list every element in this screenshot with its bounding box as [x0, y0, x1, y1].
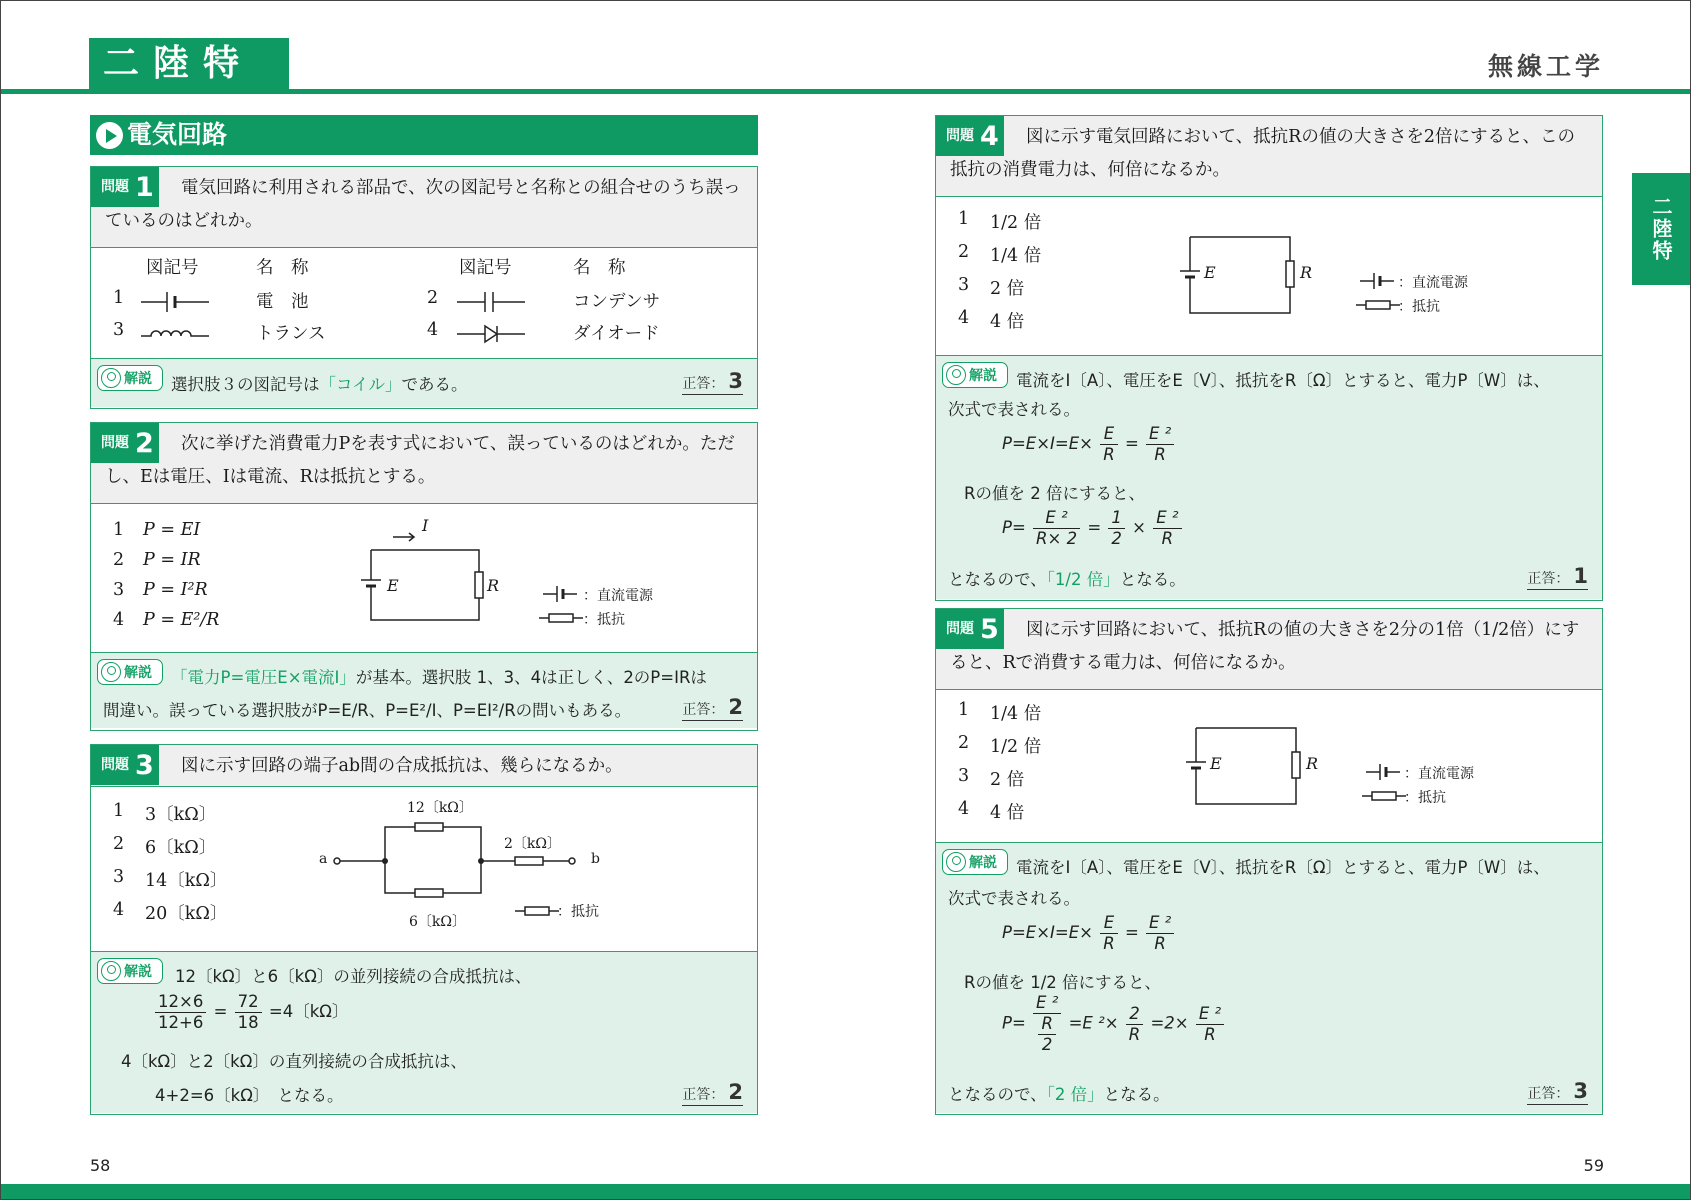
option-number: 2: [427, 288, 439, 308]
explanation-text: Rの値を 2 倍にすると、: [964, 484, 1145, 503]
option-number: 3: [113, 867, 125, 887]
option-number: 2: [958, 733, 970, 753]
problem-2: [90, 422, 758, 731]
problem-badge: 問題 3: [91, 745, 159, 785]
legend-resistor: ：抵抗: [583, 612, 625, 628]
explanation-badge: 解説: [97, 958, 163, 984]
option-value: 14〔kΩ〕: [145, 871, 228, 891]
formula-parallel: $\frac{12\times 6}{12+6}$ = $\frac{72}{18}$ =4〔kΩ〕: [153, 992, 348, 1033]
reader-icon: [101, 662, 121, 682]
conclusion-text: となるので、「2 倍」となる。: [948, 1085, 1170, 1104]
col-header-name: 名 称: [256, 258, 309, 278]
option-value: 20〔kΩ〕: [145, 904, 228, 924]
col-header-name: 名 称: [573, 258, 626, 278]
explanation-text: 電流をI〔A〕、電圧をE〔V〕、抵抗をR〔Ω〕とすると、電力P〔W〕は、: [1016, 371, 1550, 390]
option-value: 1/4 倍: [990, 704, 1042, 724]
explanation-text: 電流をI〔A〕、電圧をE〔V〕、抵抗をR〔Ω〕とすると、電力P〔W〕は、: [1016, 858, 1550, 877]
option-number: 3: [958, 275, 970, 295]
resistor-label: R: [487, 576, 500, 595]
option-name: 電 池: [256, 292, 309, 312]
problem-badge: 問題 5: [936, 609, 1004, 649]
explanation-badge: 解説: [97, 365, 163, 391]
answer-label: 正答： 2: [682, 1080, 743, 1104]
option-value: 6〔kΩ〕: [145, 838, 217, 858]
answer-label: 正答： 3: [1527, 1079, 1588, 1103]
voltage-label: E: [1210, 754, 1222, 773]
dc-source-legend-icon: [1360, 271, 1400, 291]
option-number: 4: [958, 799, 970, 819]
coil-symbol-icon: [141, 322, 211, 346]
legend-resistor: ：抵抗: [1404, 790, 1446, 806]
option-formula: P = EI: [143, 520, 201, 540]
explanation-text: Rの値を 1/2 倍にすると、: [964, 973, 1162, 992]
chapter-title: 無線工学: [1487, 52, 1604, 81]
question-text: 図に示す回路の端子ab間の合成抵抗は、幾らになるか。: [181, 756, 623, 776]
option-formula: P = E²/R: [143, 610, 220, 630]
option-value: 4 倍: [990, 312, 1025, 332]
header-rule: [1, 89, 1691, 94]
option-value: 2 倍: [990, 279, 1025, 299]
resistor-legend-icon: [1356, 295, 1400, 315]
question-text: 次に挙げた消費電力Pを表す式において、誤っているのはどれか。ただし、Eは電圧、Iは電流、Rは抵抗とする。: [105, 434, 735, 487]
diode-symbol-icon: [457, 322, 527, 346]
option-number: 4: [113, 900, 125, 920]
resistor-label: R: [1306, 754, 1319, 773]
explanation-badge: 解説: [942, 849, 1008, 875]
problem-3-options: [91, 787, 757, 951]
option-name: コンデンサ: [573, 292, 661, 312]
problem-badge: 問題 4: [936, 116, 1004, 156]
explanation-text: 間違い。誤っている選択肢がP=E/R、P=E²/I、P=EI²/Rの問いもある。: [103, 701, 632, 720]
capacitor-symbol-icon: [457, 290, 527, 314]
resistor-12k-label: 12〔kΩ〕: [407, 800, 473, 816]
formula-halved: P= $\frac{\text{E ²}}{\frac{R}{2}}$ =E ²× $\frac{2}{R}$ =2× $\frac{\text{E ²}}{R}$: [1002, 993, 1226, 1055]
option-name: トランス: [256, 324, 326, 344]
legend-dc-source: ：直流電源: [583, 588, 653, 604]
formula-power: P=E×I=E× $\frac{E}{R}$ = $\frac{\text{E ²}}{R}$: [1002, 424, 1176, 465]
problem-3-question: [91, 745, 757, 787]
option-value: 4 倍: [990, 803, 1025, 823]
option-number: 4: [427, 320, 439, 340]
section-title-text: 電気回路: [127, 120, 228, 149]
problem-1-question: [91, 167, 757, 248]
option-number: 1: [958, 209, 970, 229]
option-number: 1: [958, 700, 970, 720]
voltage-label: E: [1204, 263, 1216, 282]
legend-dc-source: ：直流電源: [1398, 275, 1468, 291]
option-value: 3〔kΩ〕: [145, 805, 217, 825]
voltage-label: E: [387, 576, 399, 595]
current-label: I: [422, 516, 429, 535]
explanation-text: 次式で表される。: [948, 889, 1080, 908]
explanation-text: 4+2=6〔kΩ〕 となる。: [155, 1086, 344, 1105]
terminal-b-label: b: [591, 851, 600, 867]
option-formula: P = I²R: [143, 580, 208, 600]
option-number: 1: [113, 288, 125, 308]
explanation-5: [936, 842, 1602, 1113]
option-number: 3: [113, 580, 125, 600]
reader-icon: [946, 852, 966, 872]
explanation-1: [91, 358, 757, 407]
footer-bar: [1, 1184, 1691, 1200]
option-number: 2: [113, 550, 125, 570]
resistor-label: R: [1300, 263, 1313, 282]
question-text: 図に示す回路において、抵抗Rの値の大きさを2分の1倍（1/2倍）にすると、Rで消費する電力は、何倍になるか。: [950, 620, 1580, 673]
subject-tab: 二陸特: [89, 38, 289, 90]
col-header-symbol: 図記号: [146, 258, 199, 278]
problem-4-options: [936, 197, 1602, 355]
dc-source-legend-icon: [1366, 762, 1406, 782]
option-number: 3: [958, 766, 970, 786]
option-value: 1/2 倍: [990, 213, 1042, 233]
page-number-right: 59: [1583, 1156, 1604, 1175]
problem-2-question: [91, 423, 757, 504]
explanation-text: 4〔kΩ〕と2〔kΩ〕の直列接続の合成抵抗は、: [121, 1052, 467, 1071]
reader-icon: [101, 961, 121, 981]
option-value: 2 倍: [990, 770, 1025, 790]
formula-power: P=E×I=E× $\frac{E}{R}$ = $\frac{\text{E ²}}{R}$: [1002, 913, 1176, 954]
problem-2-options: [91, 504, 757, 652]
problem-5: [935, 608, 1603, 1115]
circuit-diagram: [361, 522, 491, 637]
terminal-a-label: a: [319, 851, 328, 867]
option-formula: P = IR: [143, 550, 201, 570]
problem-badge: 問題 2: [91, 423, 159, 463]
dc-source-legend-icon: [543, 584, 583, 604]
resistor-2k-label: 2〔kΩ〕: [504, 836, 561, 852]
resistor-legend-icon: [539, 608, 583, 628]
answer-label: 正答： 3: [682, 369, 743, 393]
option-number: 4: [958, 308, 970, 328]
explanation-text: 12〔kΩ〕と6〔kΩ〕の並列接続の合成抵抗は、: [175, 967, 532, 986]
formula-doubled: P= $\frac{\text{E ²}}{R\times 2}$ = $\frac{1}{2}$ × $\frac{\text{E ²}}{R}$: [1002, 508, 1184, 549]
option-number: 1: [113, 520, 125, 540]
option-number: 2: [958, 242, 970, 262]
play-icon: [96, 122, 123, 149]
option-number: 1: [113, 801, 125, 821]
side-index-tab[interactable]: 二陸特: [1632, 173, 1690, 285]
explanation-badge: 解説: [942, 362, 1008, 388]
answer-label: 正答： 1: [1527, 564, 1588, 588]
option-number: 3: [113, 320, 125, 340]
option-value: 1/4 倍: [990, 246, 1042, 266]
problem-badge: 問題 1: [91, 167, 159, 207]
question-text: 図に示す電気回路において、抵抗Rの値の大きさを2倍にすると、この抵抗の消費電力は、何倍になるか。: [950, 127, 1575, 180]
page-number-left: 58: [90, 1156, 111, 1175]
problem-5-options: [936, 690, 1602, 842]
circuit-diagram: [1180, 237, 1300, 317]
problem-1: [90, 166, 758, 409]
reader-icon: [101, 368, 121, 388]
problem-3: [90, 744, 758, 1115]
resistor-6k-label: 6〔kΩ〕: [409, 914, 466, 930]
legend-resistor: ：抵抗: [557, 904, 599, 920]
answer-label: 正答： 2: [682, 695, 743, 719]
explanation-4: [936, 355, 1602, 599]
resistor-legend-icon: [1362, 786, 1406, 806]
resistor-legend-icon: [515, 901, 559, 921]
conclusion-text: となるので、「1/2 倍」となる。: [948, 570, 1186, 589]
problem-5-question: [936, 609, 1602, 690]
explanation-2: [91, 652, 757, 728]
question-text: 電気回路に利用される部品で、次の図記号と名称との組合せのうち誤っているのはどれか。: [105, 178, 741, 231]
legend-dc-source: ：直流電源: [1404, 766, 1474, 782]
option-name: ダイオード: [573, 324, 660, 344]
option-number: 4: [113, 610, 125, 630]
reader-icon: [946, 365, 966, 385]
problem-4-question: [936, 116, 1602, 197]
explanation-badge: 解説: [97, 659, 163, 685]
option-number: 2: [113, 834, 125, 854]
explanation-text: 次式で表される。: [948, 400, 1080, 419]
explanation-text: 「電力P=電圧E×電流I」が基本。選択肢 1、3、4は正しく、2のP=IRは: [171, 668, 707, 687]
col-header-symbol: 図記号: [459, 258, 512, 278]
section-title: [90, 115, 758, 155]
battery-symbol-icon: [141, 290, 211, 314]
problem-4: [935, 115, 1603, 601]
explanation-text: 選択肢３の図記号は「コイル」である。: [171, 375, 468, 394]
circuit-diagram: [1186, 728, 1306, 808]
problem-1-options: [91, 248, 757, 358]
option-value: 1/2 倍: [990, 737, 1042, 757]
explanation-3: [91, 951, 757, 1113]
legend-resistor: ：抵抗: [1398, 299, 1440, 315]
